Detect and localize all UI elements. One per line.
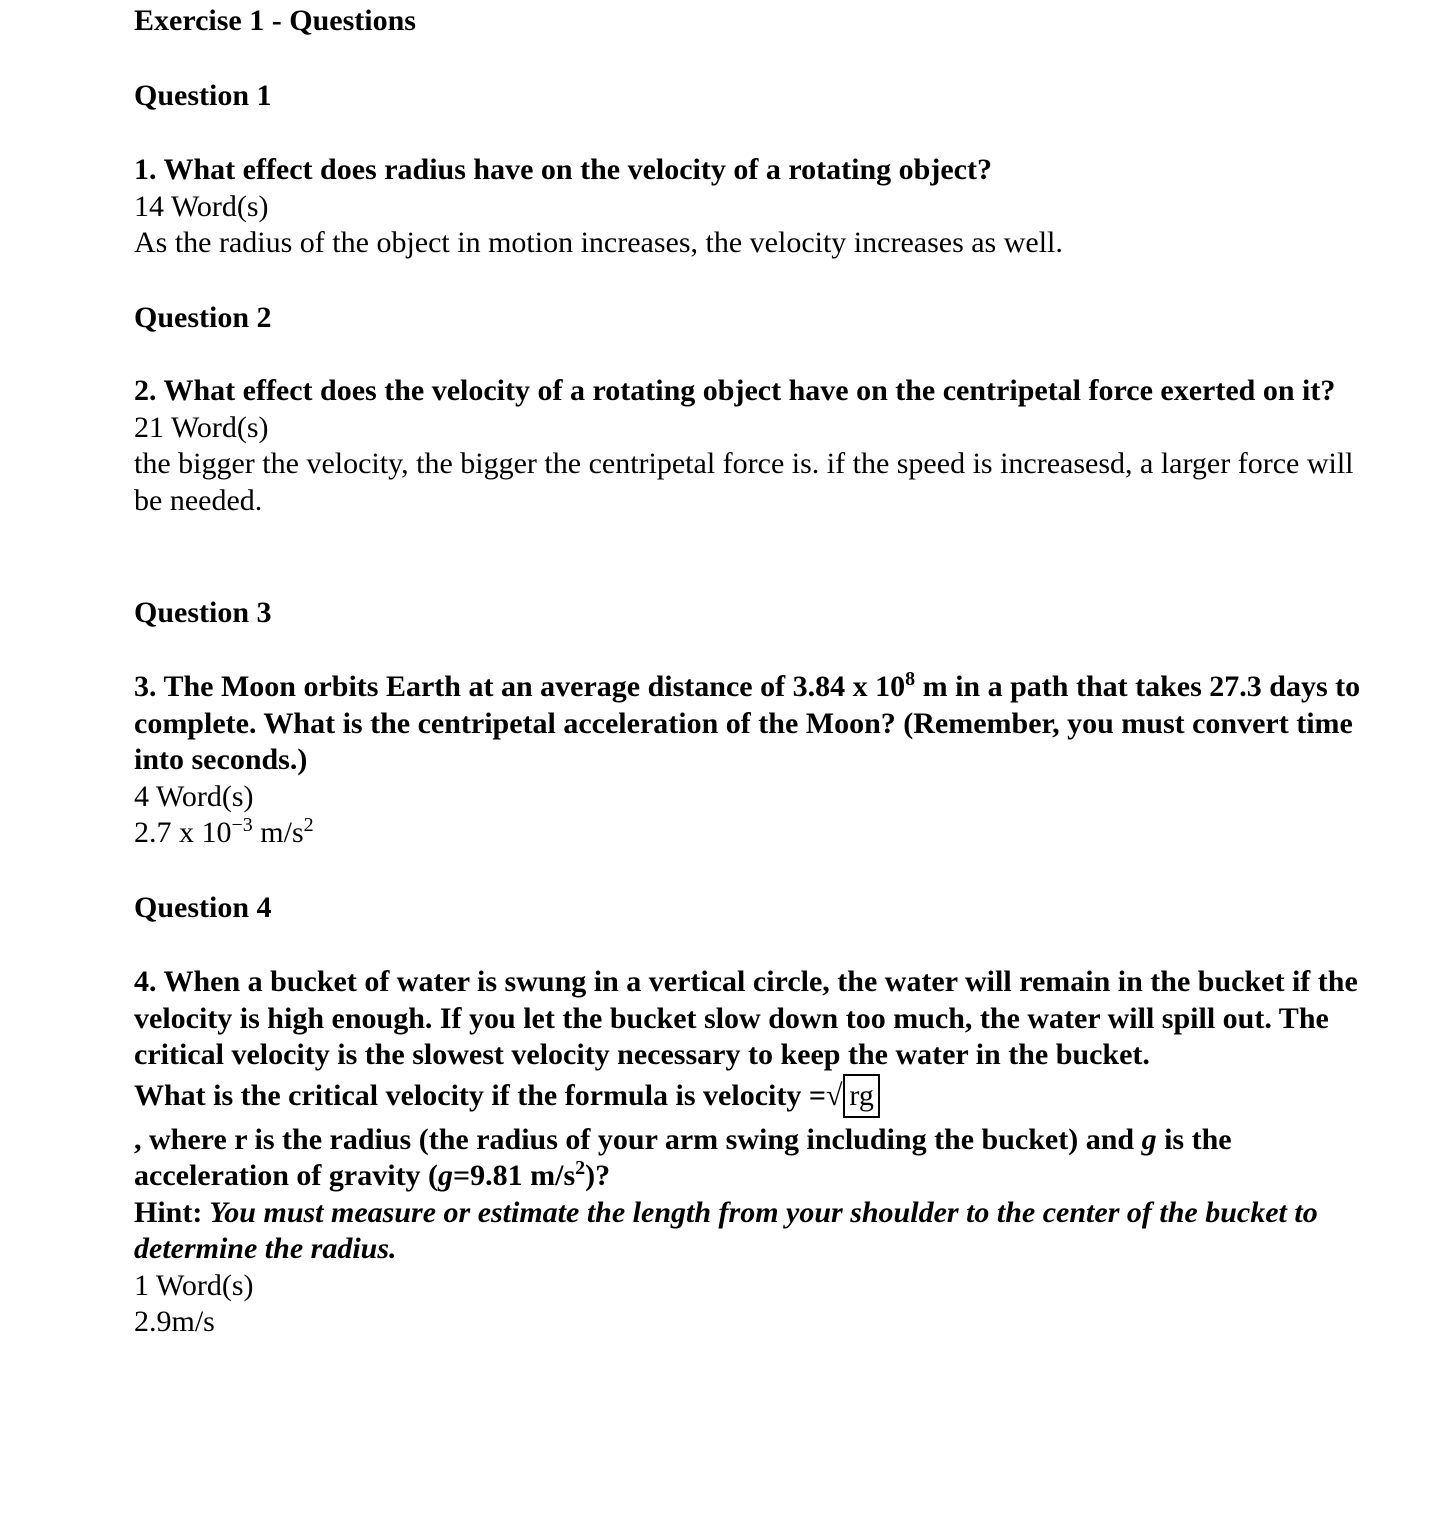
- question-3-answer: [134, 815, 1384, 852]
- question-1-heading: Question 1: [134, 79, 272, 112]
- formula-radical: [826, 1070, 880, 1122]
- question-3-answer-unit: m/s: [252, 816, 304, 849]
- question-1-block: [134, 152, 1384, 262]
- question-2-answer: the bigger the velocity, the bigger the centripetal force is. if the speed is increasesd, a larger force will be needed.: [134, 447, 1354, 517]
- question-1-word-count: 14 Word(s): [134, 189, 269, 223]
- question-3-heading: Question 3: [134, 596, 272, 629]
- question-4-formula-line: [134, 1070, 1384, 1122]
- question-3-answer-exponent: −3: [231, 814, 253, 836]
- question-1-prompt: 1. What effect does radius have on the velocity of a rotating object?: [134, 153, 992, 186]
- question-4-hint: [134, 1195, 1384, 1268]
- question-4-prompt-part3: is the acceleration of gravity (: [134, 1122, 1232, 1192]
- question-4-answer: 2.9m/s: [134, 1305, 215, 1338]
- question-4-prompt-part5: )?: [585, 1159, 611, 1192]
- hint-label: Hint:: [134, 1195, 203, 1229]
- question-3-answer-unit-exponent: 2: [303, 814, 314, 836]
- question-4-formula-lead: What is the critical velocity if the formula is velocity =: [134, 1078, 826, 1112]
- question-4-prompt-rest: [134, 1122, 1384, 1195]
- hint-text: You must measure or estimate the length from your shoulder to the center of the bucket to determine the radius.: [134, 1195, 1318, 1265]
- question-1-answer: As the radius of the object in motion increases, the velocity increases as well.: [134, 226, 1063, 259]
- question-4-block: [134, 964, 1384, 1341]
- question-4-prompt-exponent: 2: [575, 1157, 586, 1179]
- question-3-prompt-exponent: 8: [905, 668, 916, 690]
- question-4-prompt-intro: 4. When a bucket of water is swung in a vertical circle, the water will remain in the bucket if the velocity is high enough. If you let the bucket slow down too much, the water will spill out. The critical velocity is the slowest velocity necessary to keep the water in the bucket.: [134, 965, 1358, 1071]
- question-4-word-count: 1 Word(s): [134, 1268, 254, 1302]
- formula-radicand: rg: [843, 1074, 879, 1118]
- question-3-prompt-part1: 3. The Moon orbits Earth at an average distance of 3.84 x 10: [134, 670, 906, 703]
- question-2-prompt: 2. What effect does the velocity of a rotating object have on the centripetal force exerted on it?: [134, 374, 1336, 407]
- question-2-word-count: 21 Word(s): [134, 410, 269, 444]
- question-4-prompt-part2: , where r is the radius (the radius of your arm swing including the bucket) and: [134, 1122, 1142, 1156]
- sqrt-icon: √: [825, 1078, 843, 1112]
- question-3-prompt: [134, 669, 1384, 779]
- question-4-g-symbol-2: g: [438, 1159, 454, 1192]
- question-4-heading: Question 4: [134, 891, 272, 924]
- question-3-answer-base: 2.7 x 10: [134, 816, 232, 849]
- question-2-heading: Question 2: [134, 301, 272, 334]
- question-4-g-symbol: g: [1141, 1122, 1157, 1156]
- question-4-prompt-part4: =9.81 m/s: [453, 1159, 576, 1192]
- page-title: Exercise 1 - Questions: [134, 4, 416, 37]
- question-3-word-count: 4 Word(s): [134, 779, 254, 813]
- question-2-block: [134, 373, 1384, 519]
- question-3-block: [134, 669, 1384, 852]
- question-3-prompt-part2: m in a path that takes 27.3 days to complete. What is the centripetal acceleration of the Moon? (Remember, you must convert time into seconds.): [134, 670, 1361, 776]
